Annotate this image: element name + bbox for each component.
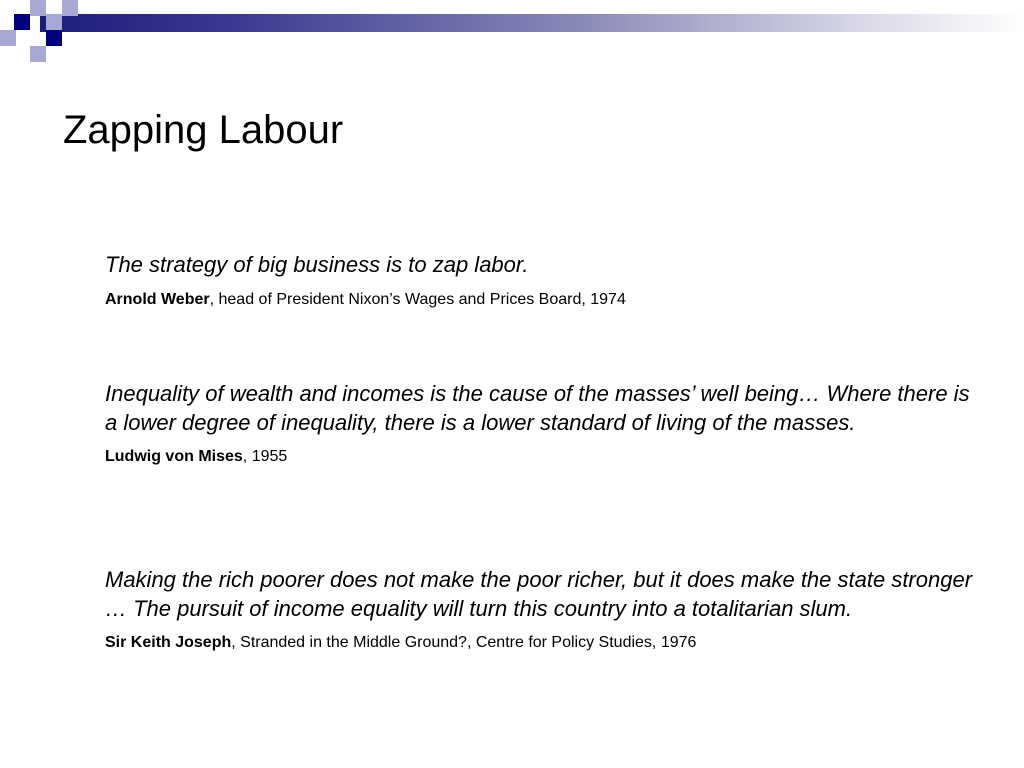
quote-text: Inequality of wealth and incomes is the cause of the masses’ well being… Where there is a lower degree of inequality, there is a lower standard of living of the masses. bbox=[105, 381, 970, 435]
quote-block bbox=[105, 566, 975, 653]
slide-title: Zapping Labour bbox=[63, 108, 344, 152]
quote-attribution bbox=[105, 290, 975, 310]
quote-attribution bbox=[105, 447, 975, 467]
deco-square-light bbox=[46, 14, 62, 30]
quote-source: , head of President Nixon’s Wages and Prices Board, 1974 bbox=[209, 290, 626, 308]
deco-square-light bbox=[0, 30, 16, 46]
deco-square-dark bbox=[46, 30, 62, 46]
quote-text: The strategy of big business is to zap labor. bbox=[105, 252, 529, 277]
deco-square-light bbox=[30, 0, 46, 16]
deco-square-light bbox=[62, 0, 78, 16]
quote-source: , 1955 bbox=[242, 448, 288, 465]
quote-block bbox=[105, 251, 975, 310]
deco-square-light bbox=[30, 46, 46, 62]
header-gradient-bar bbox=[40, 14, 1024, 32]
quote-attribution bbox=[105, 633, 975, 653]
quote-author: Ludwig von Mises bbox=[105, 448, 243, 465]
quote-author: Arnold Weber bbox=[105, 290, 210, 308]
quote-text: Making the rich poorer does not make the poor richer, but it does make the state stronger … The pursuit of income equality will turn this country into a totalitarian slum. bbox=[105, 567, 973, 621]
quote-block bbox=[105, 380, 975, 467]
quote-author: Sir Keith Joseph bbox=[105, 634, 232, 651]
quote-source: , Stranded in the Middle Ground?, Centre for Policy Studies, 1976 bbox=[231, 634, 697, 651]
deco-square-dark bbox=[14, 14, 30, 30]
